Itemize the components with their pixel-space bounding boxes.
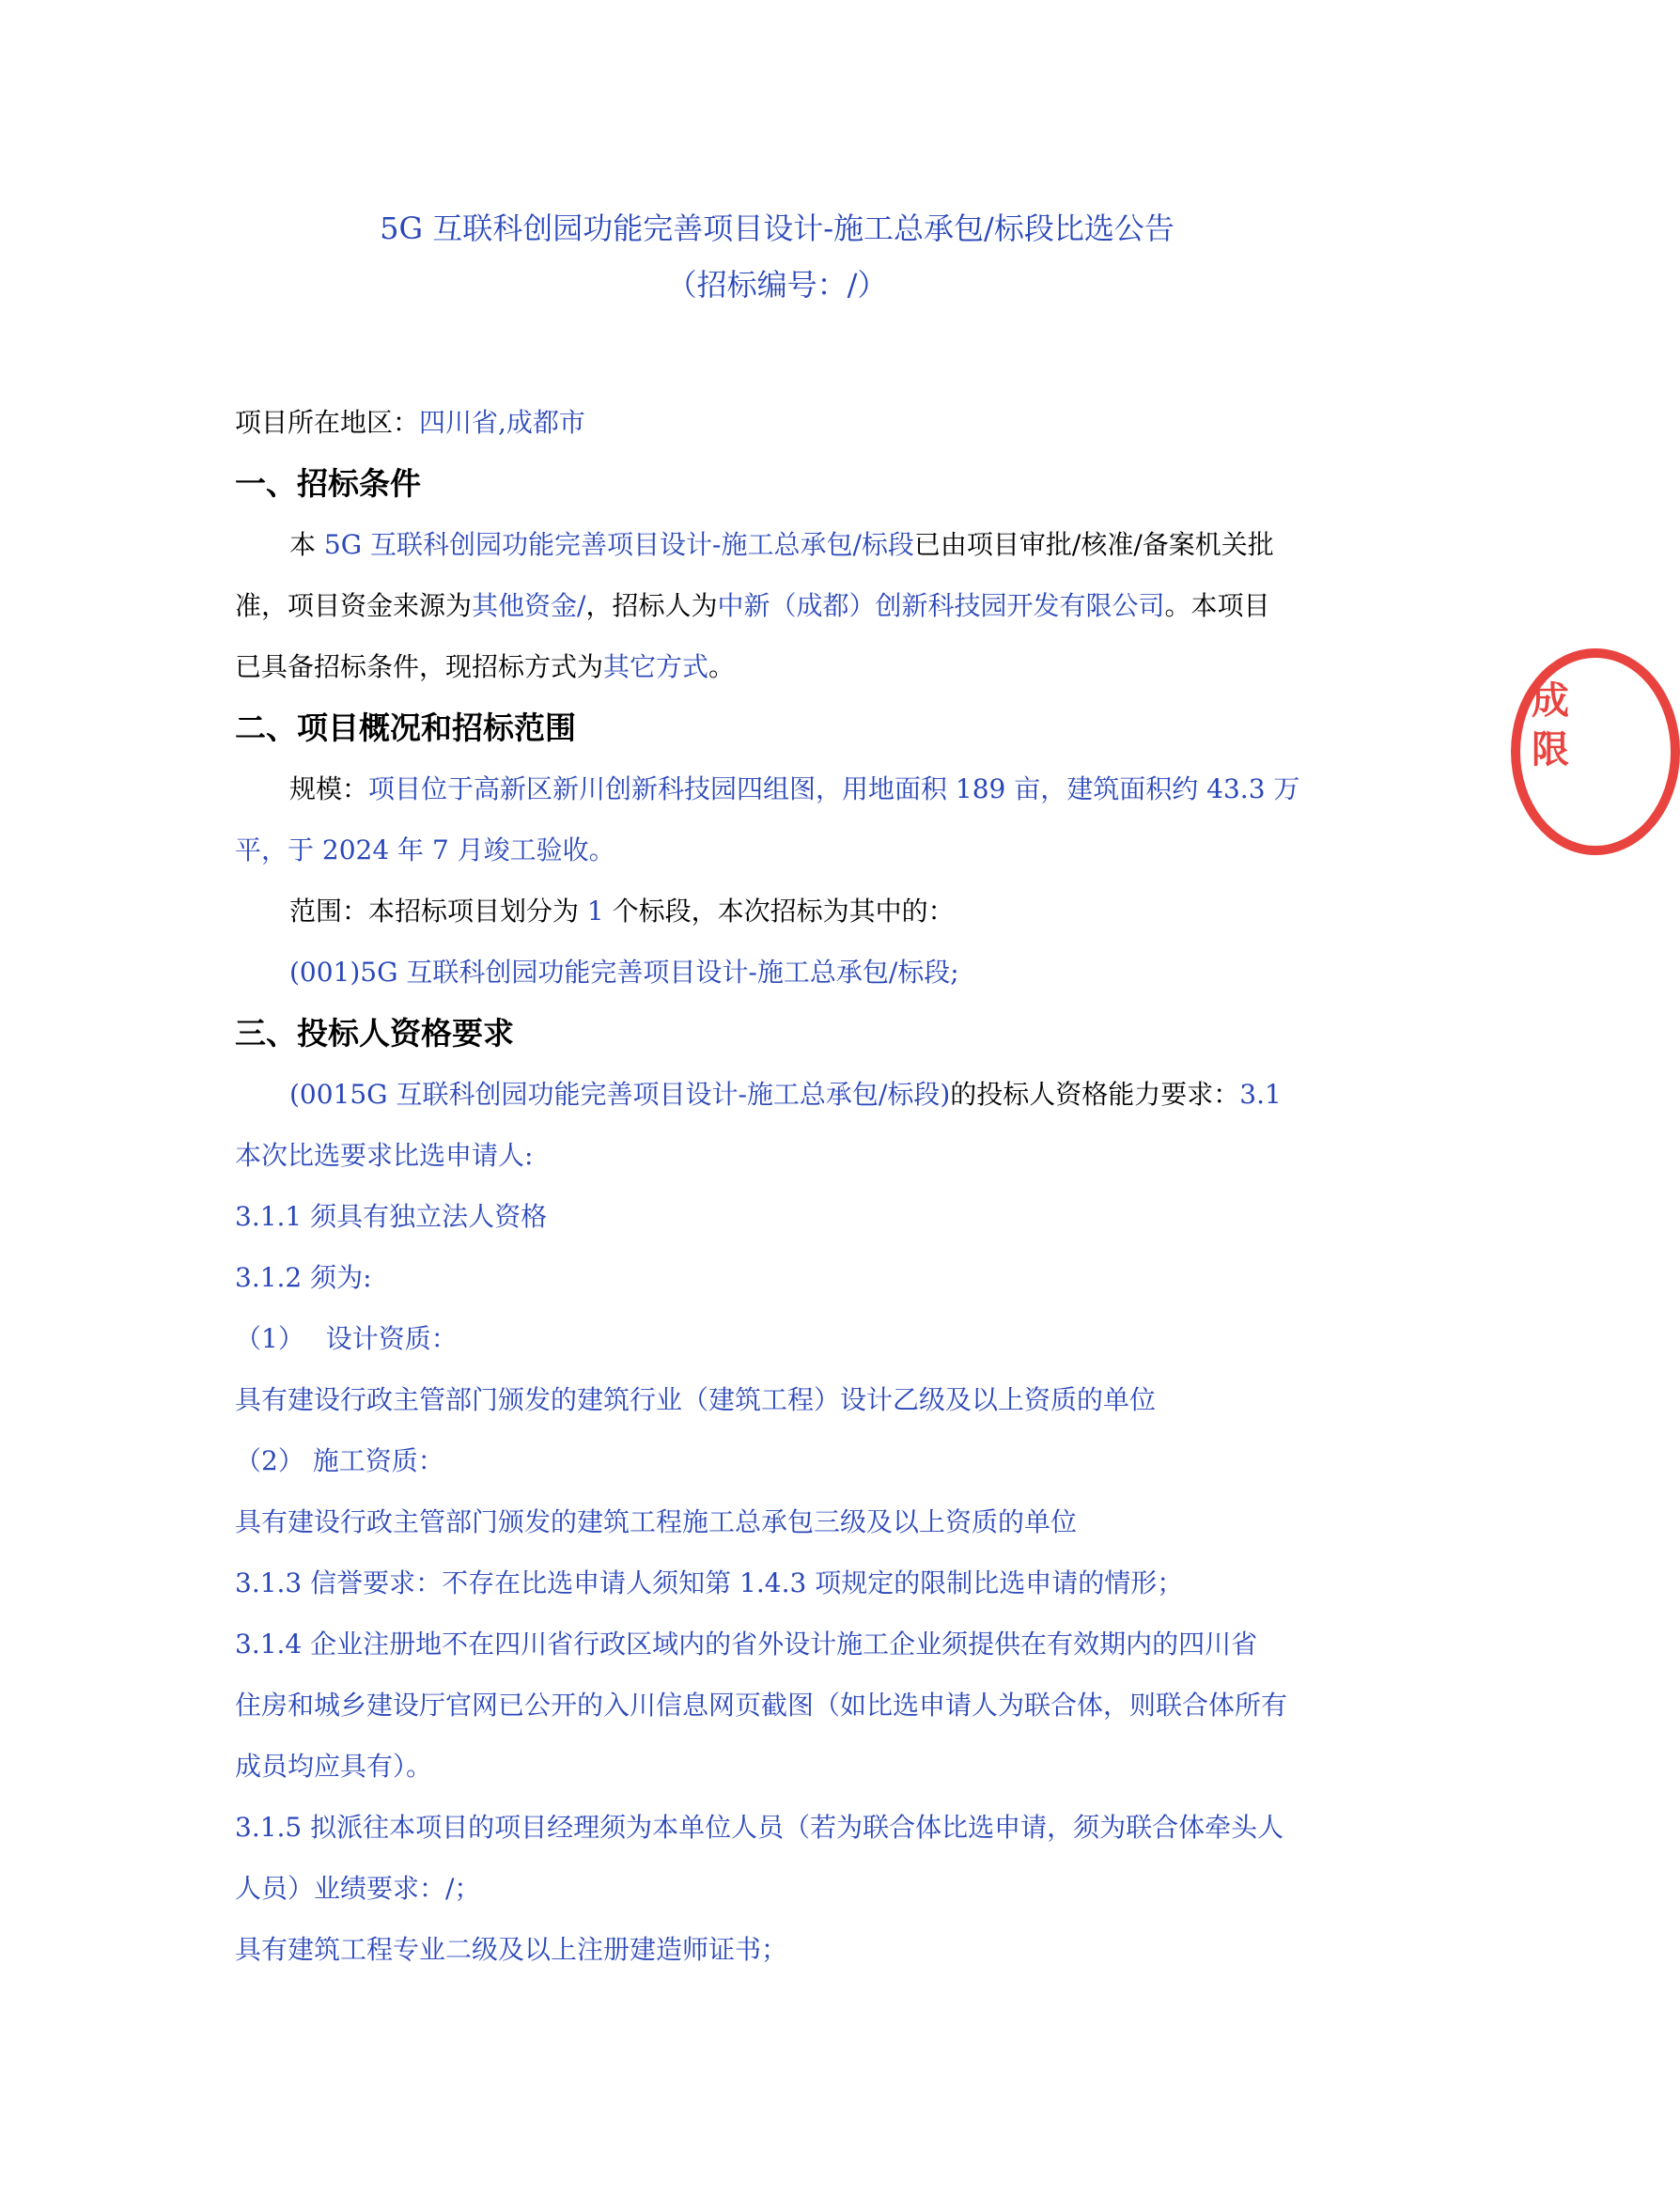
section1-line2 (235, 587, 1270, 625)
s1-text: 本 (289, 529, 324, 560)
s1-text: 。 (708, 651, 736, 682)
section1-line1 (289, 526, 1274, 564)
const-qual-label: （2） 施工资质： (235, 1445, 444, 1476)
s1-tender-method: 其它方式 (603, 651, 709, 682)
req-315-line3: 具有建筑工程专业二级及以上注册建造师证书； (235, 1934, 788, 1965)
design-qual-label: （1） 设计资质： (235, 1323, 458, 1354)
req-313: 3.1.3 信誉要求：不存在比选申请人须知第 1.4.3 项规定的限制比选申请的情形； (235, 1567, 1184, 1598)
design-qual-text: 具有建设行政主管部门颁发的建筑行业（建筑工程）设计乙级及以上资质的单位 (235, 1384, 1157, 1415)
s1-text: ，招标人为 (585, 590, 718, 621)
section2-heading: 二、项目概况和招标范围 (235, 709, 576, 746)
location-value: 四川省,成都市 (419, 407, 585, 438)
section1-line3 (235, 648, 735, 686)
section1-heading: 一、招标条件 (235, 465, 421, 502)
req-312: 3.1.2 须为: (235, 1262, 372, 1293)
s3-intro-line1 (289, 1076, 1282, 1114)
s1-text: 已具备招标条件，现招标方式为 (235, 651, 604, 682)
seal-text: 成 限 (1532, 678, 1569, 772)
req-315-line1: 3.1.5 拟派往本项目的项目经理须为本单位人员（若为联合体比选申请，须为联合体牵头人 (235, 1812, 1284, 1843)
s1-text: 准，项目资金来源为 (235, 590, 473, 621)
s3-intro-line2: 本次比选要求比选申请人: (235, 1140, 534, 1171)
document-title: 5G 互联科创园功能完善项目设计-施工总承包/标段比选公告 (380, 210, 1174, 246)
s3-lot-ref: (0015G 互联科创园功能完善项目设计-施工总承包/标段) (289, 1079, 951, 1110)
s1-tenderer: 中新（成都）创新科技园开发有限公司 (717, 590, 1165, 621)
scale-label: 规模： (289, 773, 369, 804)
location-line (235, 404, 585, 442)
scale-text: 项目位于高新区新川创新科技园四组图，用地面积 189 亩，建筑面积约 43.3 万 (368, 773, 1300, 804)
scale-line1 (289, 771, 1299, 808)
const-qual-text: 具有建设行政主管部门颁发的建筑工程施工总承包三级及以上资质的单位 (235, 1506, 1078, 1537)
req-311: 3.1.1 须具有独立法人资格 (235, 1201, 548, 1232)
bid-number: （招标编号：/） (666, 267, 888, 303)
s1-text: 。本项目 (1164, 590, 1270, 621)
scope-text: 范围：本招标项目划分为 (289, 896, 587, 927)
s1-text: 已由项目审批/核准/备案机关批 (913, 529, 1274, 560)
section3-heading: 三、投标人资格要求 (235, 1015, 514, 1052)
scale-line2: 平，于 2024 年 7 月竣工验收。 (235, 834, 615, 865)
req-314-line3: 成员均应具有）。 (235, 1751, 433, 1782)
s1-project-name: 5G 互联科创园功能完善项目设计-施工总承包/标段 (323, 529, 914, 560)
official-seal (1511, 648, 1680, 855)
scope-text: 个标段，本次招标为其中的： (603, 896, 955, 927)
scope-line (289, 893, 955, 930)
req-315-line2: 人员）业绩要求：/； (235, 1873, 481, 1904)
req-314-line1: 3.1.4 企业注册地不在四川省行政区域内的省外设计施工企业须提供在有效期内的四川省 (235, 1629, 1258, 1660)
scope-count: 1 (586, 896, 604, 927)
lot-line: (001)5G 互联科创园功能完善项目设计-施工总承包/标段; (289, 957, 959, 988)
s3-clause: 3.1 (1239, 1079, 1282, 1110)
s1-fund-source: 其他资金/ (472, 590, 586, 621)
req-314-line2: 住房和城乡建设厅官网已公开的入川信息网页截图（如比选申请人为联合体，则联合体所有 (235, 1690, 1288, 1721)
location-label: 项目所在地区： (235, 407, 420, 438)
s3-text: 的投标人资格能力要求： (950, 1079, 1240, 1110)
